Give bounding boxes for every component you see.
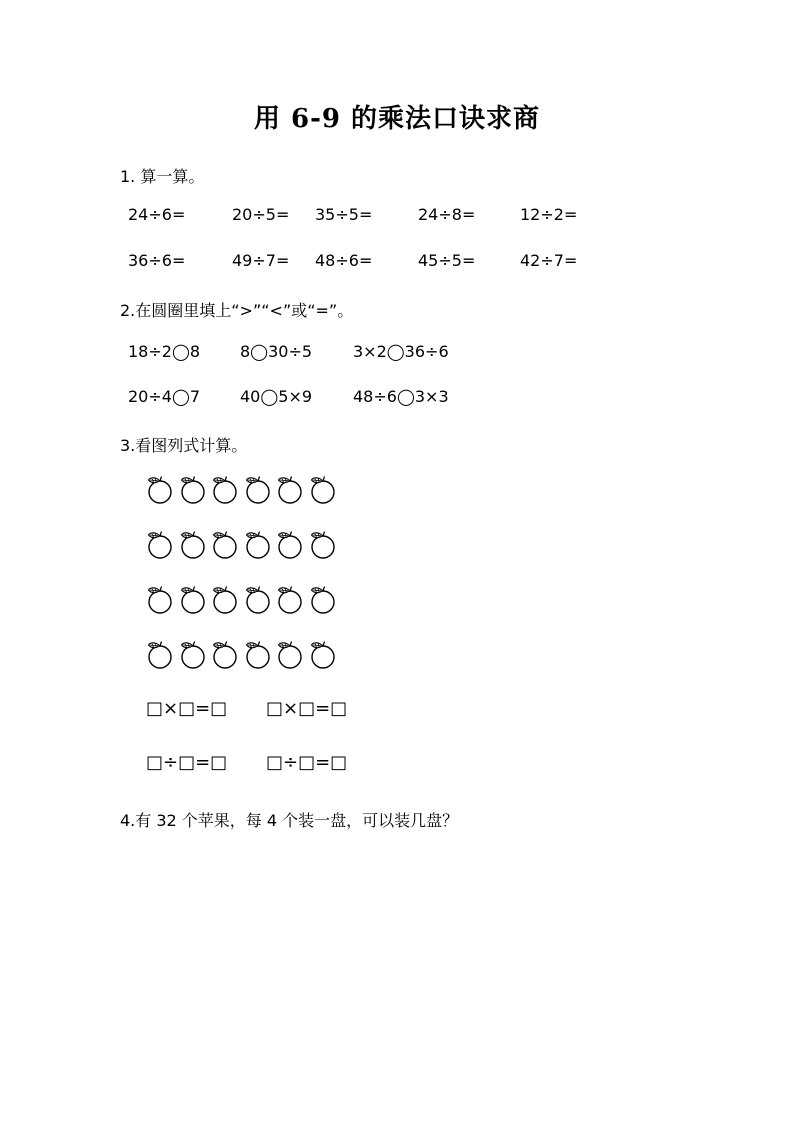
apple-icon	[211, 584, 239, 616]
compare-problem: 20÷4◯7	[128, 387, 201, 406]
division-equation-blank: □÷□=□	[266, 752, 348, 773]
apple-icon	[276, 474, 304, 506]
compare-problem: 48÷6◯3×3	[353, 387, 449, 406]
apple-icon	[244, 529, 272, 561]
apple-icon	[211, 474, 239, 506]
multiplication-equation-blank: □×□=□	[266, 698, 348, 719]
apple-icon	[179, 639, 207, 671]
multiplication-equation-blank: □×□=□	[146, 698, 228, 719]
apple-icon	[244, 639, 272, 671]
section-2-heading: 2.在圆圈里填上“>”“<”或“=”。	[120, 301, 354, 320]
compare-problem: 3×2◯36÷6	[353, 342, 449, 361]
apple-icon	[146, 639, 174, 671]
compare-problem: 40◯5×9	[240, 387, 313, 406]
apple-icon	[146, 529, 174, 561]
calc-problem: 42÷7=	[520, 251, 578, 270]
apple-icon	[179, 529, 207, 561]
apple-icon	[244, 584, 272, 616]
section-1-heading: 1. 算一算。	[120, 167, 205, 186]
calc-problem: 49÷7=	[232, 251, 290, 270]
apple-icon	[276, 639, 304, 671]
section-4-heading: 4.有 32 个苹果，每 4 个装一盘，可以装几盘？	[120, 811, 459, 830]
calc-problem: 24÷8=	[418, 205, 476, 224]
calc-problem: 35÷5=	[315, 205, 373, 224]
calc-problem: 24÷6=	[128, 205, 186, 224]
calc-problem: 36÷6=	[128, 251, 186, 270]
apple-icon	[244, 474, 272, 506]
calc-problem: 45÷5=	[418, 251, 476, 270]
compare-problem: 8◯30÷5	[240, 342, 313, 361]
apple-icon	[309, 474, 337, 506]
apple-icon	[309, 584, 337, 616]
page-title: 用 6-9 的乘法口诀求商	[253, 104, 541, 134]
apple-icon	[211, 639, 239, 671]
apple-icon	[179, 584, 207, 616]
apple-icon	[309, 529, 337, 561]
calc-problem: 20÷5=	[232, 205, 290, 224]
apple-icon	[146, 584, 174, 616]
section-3-heading: 3.看图列式计算。	[120, 436, 248, 455]
apple-icon	[179, 474, 207, 506]
apple-icon	[276, 584, 304, 616]
apple-icon	[276, 529, 304, 561]
apple-icon	[211, 529, 239, 561]
apple-icon	[309, 639, 337, 671]
calc-problem: 12÷2=	[520, 205, 578, 224]
division-equation-blank: □÷□=□	[146, 752, 228, 773]
apple-icon	[146, 474, 174, 506]
calc-problem: 48÷6=	[315, 251, 373, 270]
compare-problem: 18÷2◯8	[128, 342, 201, 361]
